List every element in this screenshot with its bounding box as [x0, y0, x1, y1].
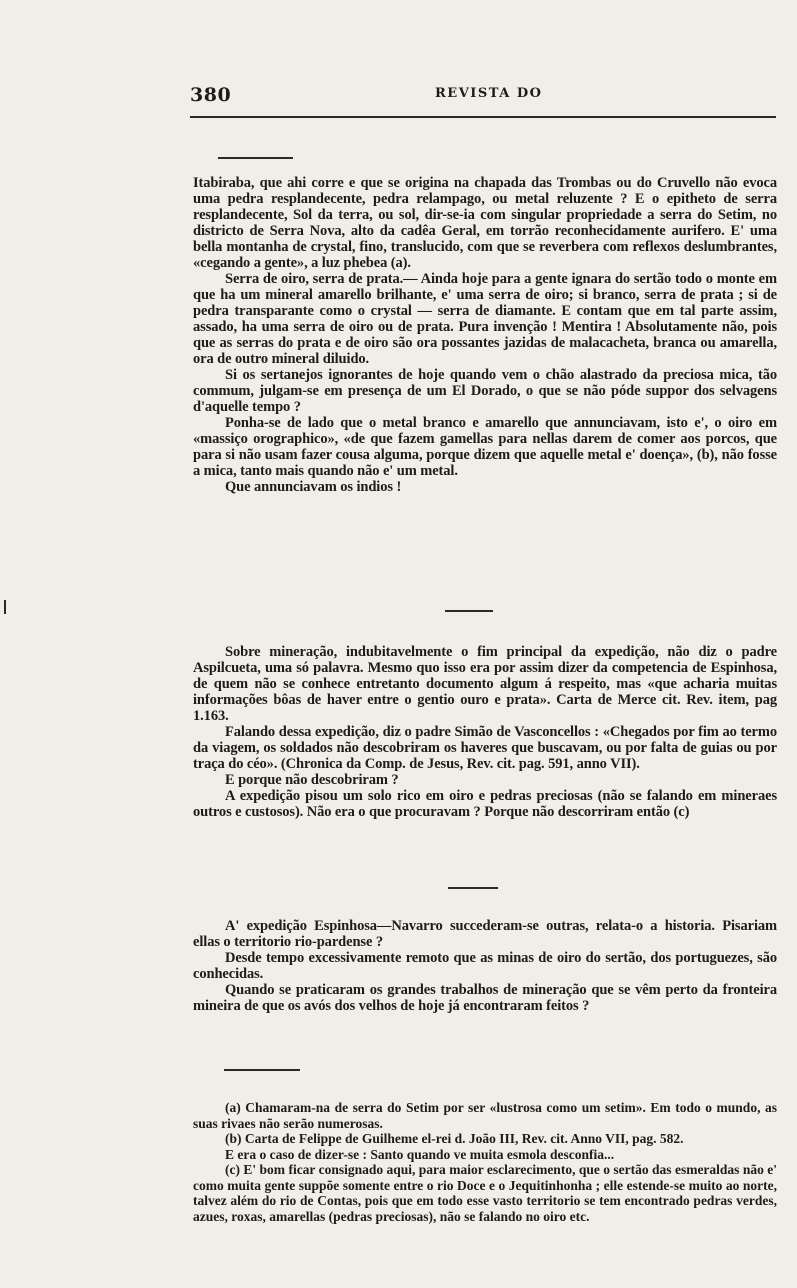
paragraph: A' expedição Espinhosa—Navarro succederam-se outras, relata-o a historia. Pisariam ellas o territorio rio-pardense ?	[193, 918, 777, 950]
paragraph: Sobre mineração, indubitavelmente o fim principal da expedição, não diz o padre Aspilcueta, uma só palavra. Mesmo quo isso era por assim dizer da competencia de Espinhosa, de quem não se conhece entretanto documento algum á respeito, mas «que acharia muitas informações bôas de haver entre o gentio ouro e prata». Carta de Merce cit. Rev. item, pag 1.163.	[193, 644, 777, 724]
footnote-a: (a) Chamaram-na de serra do Setim por ser «lustrosa como um setim». Em todo o mundo, as suas rivaes não serão numerosas.	[193, 1100, 777, 1131]
section-2	[193, 644, 777, 820]
top-section-rule	[218, 157, 293, 159]
paragraph: Que annunciavam os indios !	[225, 479, 402, 495]
footnote-rule	[224, 1069, 300, 1071]
footnotes	[193, 1100, 777, 1224]
footnote-note: E era o caso de dizer-se : Santo quando ve muita esmola desconfia...	[225, 1146, 615, 1162]
paragraph: Itabiraba, que ahi corre e que se origina na chapada das Trombas ou do Cruvello não evoca uma pedra resplandecente, pedra relampago, ou metal reluzente ? E o epitheto de serra resplandecente, Sol da terra, ou sol, dir-se-ia com singular propriedade a serra do Setim, no districto de Serra Nova, alto da cadêa Geral, em torrão reconhecidamente aurifero. E' uma bella montanha de crystal, fino, translucido, com que se reverbera com reflexos deslumbrantes, «cegando a gente», a luz phebea (a).	[193, 175, 777, 271]
paragraph: Desde tempo excessivamente remoto que as minas de oiro do sertão, dos portuguezes, são conhecidas.	[193, 950, 777, 982]
page-number: 380	[190, 84, 232, 106]
page-header	[190, 84, 776, 108]
section-divider	[445, 610, 493, 612]
paragraph: Quando se praticaram os grandes trabalhos de mineração que se vêm perto da fronteira mineira de que os avós dos velhos de hoje já encontraram feitos ?	[193, 982, 777, 1014]
margin-mark	[4, 600, 6, 614]
footnote-c: (c) E' bom ficar consignado aqui, para maior esclarecimento, que o sertão das esmeraldas não e' como muita gente suppõe somente entre o rio Doce e o Jequitinhonha ; elle estende-se muito ao norte, talvez além do rio de Contas, pois que em todo esse vasto territorio se tem encontrado pedras verdes, azues, roxas, amarellas (pedras preciosas), não se falando no oiro etc.	[193, 1162, 777, 1224]
paragraph: Serra de oiro, serra de prata.— Ainda hoje para a gente ignara do sertão todo o monte em que ha um mineral amarello brilhante, e' uma serra de oiro; si branco, serra de prata ; si de pedra transparante como o crystal — serra de diamante. E contam que em tal parte assim, assado, ha uma serra de oiro ou de prata. Pura invenção ! Mentira ! Absolutamente não, pois que as serras do prata e de oiro são ora possantes jazidas de malacacheta, branca ou amarella, ora de outro mineral diluido.	[193, 271, 777, 367]
paragraph: E porque não descobriram ?	[225, 772, 399, 788]
running-title: REVISTA DO	[435, 86, 543, 101]
paragraph: Si os sertanejos ignorantes de hoje quando vem o chão alastrado da preciosa mica, tão commum, julgam-se em presença de um El Dorado, o que se não póde suppor dos selvagens d'aquelle tempo ?	[193, 367, 777, 415]
header-rule	[190, 116, 776, 118]
section-divider	[448, 887, 498, 889]
section-3	[193, 918, 777, 1014]
section-1	[193, 175, 777, 495]
paragraph: A expedição pisou um solo rico em oiro e pedras preciosas (não se falando em mineraes outros e custosos). Não era o que procuravam ? Porque não descorriram então (c)	[193, 788, 777, 820]
paragraph: Ponha-se de lado que o metal branco e amarello que annunciavam, isto e', o oiro em «massiço orographico», «de que fazem gamellas para nellas darem de comer aos porcos, que para si não usam fazer cousa alguma, porque dizem que aquelle metal e' doença», (b), não fosse a mica, tanto mais quando não e' um metal.	[193, 415, 777, 479]
footnote-b: (b) Carta de Felippe de Guilheme el-rei d. João III, Rev. cit. Anno VII, pag. 582.	[225, 1131, 684, 1146]
paragraph: Falando dessa expedição, diz o padre Simão de Vasconcellos : «Chegados por fim ao termo da viagem, os soldados não descobriram os haveres que buscavam, ou por falta de guias ou por traça do céo». (Chronica da Comp. de Jesus, Rev. cit. pag. 591, anno VII).	[193, 724, 777, 772]
